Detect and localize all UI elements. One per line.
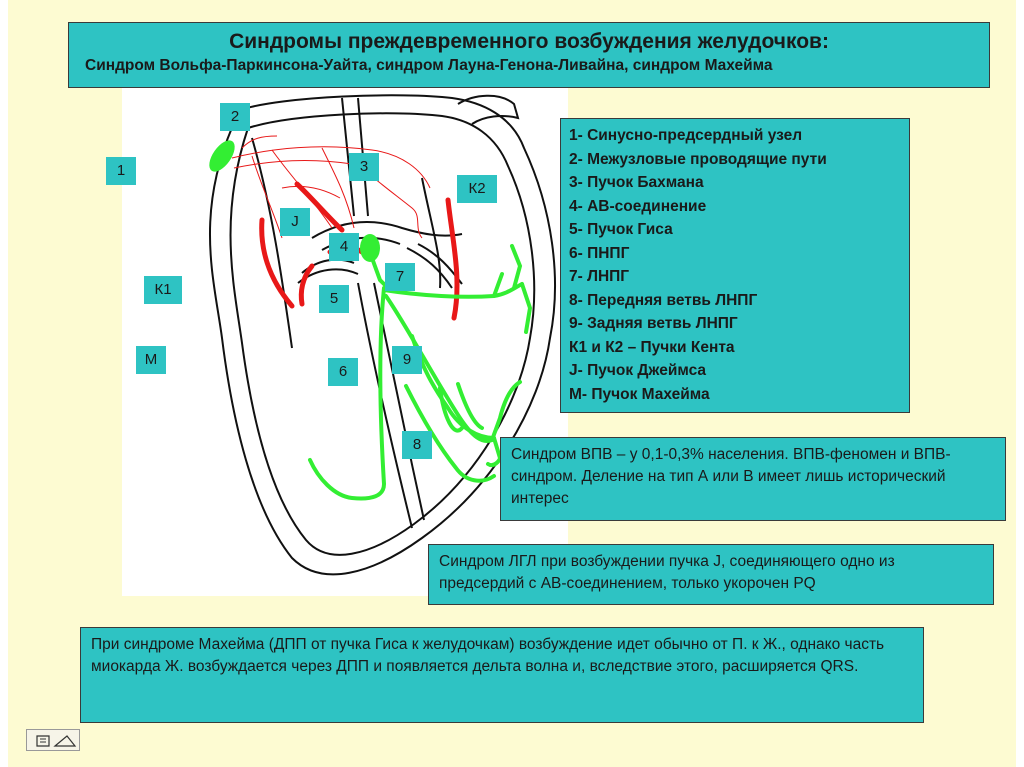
legend-item: 6- ПНПГ	[569, 244, 630, 262]
slide-nav-icon-graphic	[27, 730, 81, 752]
label-3: 3	[349, 153, 379, 181]
legend-item: 5- Пучок Гиса	[569, 221, 673, 238]
label-8: 8	[402, 431, 432, 459]
av-node	[360, 234, 380, 262]
legend-item: J- Пучок Джеймса	[569, 362, 707, 379]
legend-item: К1 и К2 – Пучки Кента	[569, 338, 735, 356]
page-title: Синдромы преждевременного возбуждения желудочков:	[229, 30, 829, 53]
sinoatrial-node	[204, 136, 239, 176]
legend-item: 4- АВ-соединение	[569, 197, 707, 215]
slide-nav-icon[interactable]	[26, 729, 80, 751]
legend-item: 3- Пучок Бахмана	[569, 174, 704, 191]
right-bundle-branch	[310, 288, 384, 498]
note-wpw: Синдром ВПВ – у 0,1-0,3% населения. ВПВ-феномен и ВПВ-синдром. Деление на тип А или В имеет лишь исторический интерес	[500, 437, 1006, 521]
slide	[8, 0, 1016, 767]
kent-bundle-k2	[448, 200, 457, 318]
note-lgl: Синдром ЛГЛ при возбуждении пучка J, соединяющего одно из предсердий с АВ-соединением, только укорочен PQ	[428, 544, 994, 605]
label-1: 1	[106, 157, 136, 185]
legend	[560, 118, 910, 413]
page-subtitle: Синдром Вольфа-Паркинсона-Уайта, синдром Лауна-Генона-Ливайна, синдром Махейма	[85, 57, 773, 74]
legend-item: 8- Передняя ветвь ЛНПГ	[569, 291, 758, 309]
note-mahaim: При синдроме Махейма (ДПП от пучка Гиса к желудочкам) возбуждение идет обычно от П. к Ж., однако часть миокарда Ж. возбуждается через ДПП и появляется дельта волна и, вследствие этого, расширяется QRS.	[80, 627, 924, 723]
label-j: J	[280, 208, 310, 236]
label-m: М	[136, 346, 166, 374]
label-5: 5	[319, 285, 349, 313]
label-9: 9	[392, 346, 422, 374]
label-k2: К2	[457, 175, 497, 203]
legend-item: М- Пучок Махейма	[569, 385, 710, 403]
legend-item: 7- ЛНПГ	[569, 268, 630, 285]
label-7: 7	[385, 263, 415, 291]
label-4: 4	[329, 233, 359, 261]
label-k1: К1	[144, 276, 182, 304]
label-2: 2	[220, 103, 250, 131]
legend-item: 1- Синусно-предсердный узел	[569, 127, 803, 144]
title-box	[68, 22, 990, 88]
legend-item: 9- Задняя ветвь ЛНПГ	[569, 315, 738, 332]
legend-item: 2- Межузловые проводящие пути	[569, 150, 827, 168]
label-6: 6	[328, 358, 358, 386]
